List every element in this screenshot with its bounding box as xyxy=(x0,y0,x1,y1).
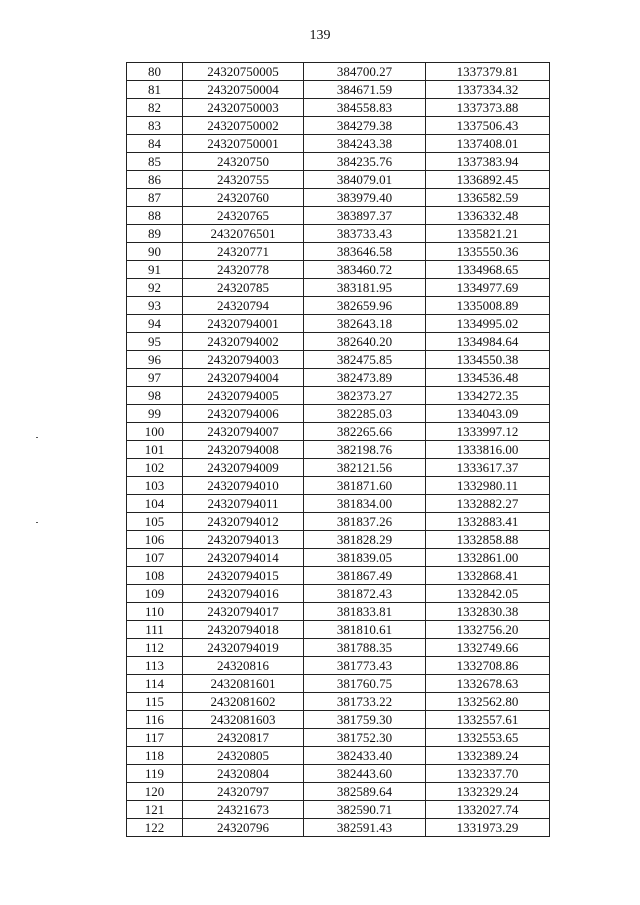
x-coordinate-cell: 381788.35 xyxy=(304,639,426,657)
y-coordinate-cell: 1332842.05 xyxy=(426,585,550,603)
point-id-cell: 24320796 xyxy=(183,819,304,837)
point-number-cell: 115 xyxy=(127,693,183,711)
y-coordinate-cell: 1333997.12 xyxy=(426,423,550,441)
point-id-cell: 24320794013 xyxy=(183,531,304,549)
x-coordinate-cell: 384279.38 xyxy=(304,117,426,135)
x-coordinate-cell: 383979.40 xyxy=(304,189,426,207)
y-coordinate-cell: 1334272.35 xyxy=(426,387,550,405)
x-coordinate-cell: 382433.40 xyxy=(304,747,426,765)
point-number-cell: 94 xyxy=(127,315,183,333)
table-row xyxy=(127,603,550,621)
point-number-cell: 83 xyxy=(127,117,183,135)
point-number-cell: 103 xyxy=(127,477,183,495)
point-number-cell: 109 xyxy=(127,585,183,603)
table-row xyxy=(127,657,550,675)
y-coordinate-cell: 1332883.41 xyxy=(426,513,550,531)
x-coordinate-cell: 381810.61 xyxy=(304,621,426,639)
point-number-cell: 121 xyxy=(127,801,183,819)
x-coordinate-cell: 384079.01 xyxy=(304,171,426,189)
x-coordinate-cell: 382473.89 xyxy=(304,369,426,387)
x-coordinate-cell: 382590.71 xyxy=(304,801,426,819)
point-number-cell: 96 xyxy=(127,351,183,369)
table-row xyxy=(127,549,550,567)
x-coordinate-cell: 384558.83 xyxy=(304,99,426,117)
point-id-cell: 24320750002 xyxy=(183,117,304,135)
point-number-cell: 114 xyxy=(127,675,183,693)
table-row xyxy=(127,783,550,801)
point-number-cell: 113 xyxy=(127,657,183,675)
table-row xyxy=(127,513,550,531)
x-coordinate-cell: 383646.58 xyxy=(304,243,426,261)
y-coordinate-cell: 1335550.36 xyxy=(426,243,550,261)
point-number-cell: 111 xyxy=(127,621,183,639)
point-number-cell: 82 xyxy=(127,99,183,117)
y-coordinate-cell: 1332389.24 xyxy=(426,747,550,765)
y-coordinate-cell: 1333617.37 xyxy=(426,459,550,477)
x-coordinate-cell: 382591.43 xyxy=(304,819,426,837)
table-row xyxy=(127,225,550,243)
y-coordinate-cell: 1332562.80 xyxy=(426,693,550,711)
y-coordinate-cell: 1337408.01 xyxy=(426,135,550,153)
x-coordinate-cell: 384700.27 xyxy=(304,63,426,81)
point-id-cell: 24320794003 xyxy=(183,351,304,369)
x-coordinate-cell: 382373.27 xyxy=(304,387,426,405)
y-coordinate-cell: 1332329.24 xyxy=(426,783,550,801)
point-number-cell: 87 xyxy=(127,189,183,207)
y-coordinate-cell: 1336332.48 xyxy=(426,207,550,225)
point-id-cell: 24320794004 xyxy=(183,369,304,387)
x-coordinate-cell: 384671.59 xyxy=(304,81,426,99)
y-coordinate-cell: 1337373.88 xyxy=(426,99,550,117)
y-coordinate-cell: 1332882.27 xyxy=(426,495,550,513)
y-coordinate-cell: 1332678.63 xyxy=(426,675,550,693)
point-number-cell: 91 xyxy=(127,261,183,279)
margin-mark xyxy=(36,522,38,523)
x-coordinate-cell: 381760.75 xyxy=(304,675,426,693)
table-row xyxy=(127,99,550,117)
point-id-cell: 24320771 xyxy=(183,243,304,261)
point-number-cell: 98 xyxy=(127,387,183,405)
table-row xyxy=(127,351,550,369)
point-number-cell: 85 xyxy=(127,153,183,171)
x-coordinate-cell: 382659.96 xyxy=(304,297,426,315)
y-coordinate-cell: 1332749.66 xyxy=(426,639,550,657)
point-number-cell: 122 xyxy=(127,819,183,837)
x-coordinate-cell: 381733.22 xyxy=(304,693,426,711)
y-coordinate-cell: 1332708.86 xyxy=(426,657,550,675)
x-coordinate-cell: 381839.05 xyxy=(304,549,426,567)
y-coordinate-cell: 1332756.20 xyxy=(426,621,550,639)
point-id-cell: 24320817 xyxy=(183,729,304,747)
point-number-cell: 120 xyxy=(127,783,183,801)
x-coordinate-cell: 382285.03 xyxy=(304,405,426,423)
y-coordinate-cell: 1332980.11 xyxy=(426,477,550,495)
point-number-cell: 80 xyxy=(127,63,183,81)
point-id-cell: 2432076501 xyxy=(183,225,304,243)
x-coordinate-cell: 383897.37 xyxy=(304,207,426,225)
table-row xyxy=(127,243,550,261)
table-row xyxy=(127,639,550,657)
table-row xyxy=(127,297,550,315)
table-row xyxy=(127,369,550,387)
point-id-cell: 24320794007 xyxy=(183,423,304,441)
point-number-cell: 92 xyxy=(127,279,183,297)
point-number-cell: 101 xyxy=(127,441,183,459)
x-coordinate-cell: 382121.56 xyxy=(304,459,426,477)
point-id-cell: 24320794019 xyxy=(183,639,304,657)
y-coordinate-cell: 1334968.65 xyxy=(426,261,550,279)
x-coordinate-cell: 381837.26 xyxy=(304,513,426,531)
y-coordinate-cell: 1332861.00 xyxy=(426,549,550,567)
point-number-cell: 97 xyxy=(127,369,183,387)
x-coordinate-cell: 382589.64 xyxy=(304,783,426,801)
point-id-cell: 24320765 xyxy=(183,207,304,225)
x-coordinate-cell: 382643.18 xyxy=(304,315,426,333)
page-number: 139 xyxy=(309,28,331,43)
x-coordinate-cell: 381752.30 xyxy=(304,729,426,747)
table-row xyxy=(127,585,550,603)
point-number-cell: 88 xyxy=(127,207,183,225)
point-number-cell: 100 xyxy=(127,423,183,441)
y-coordinate-cell: 1334995.02 xyxy=(426,315,550,333)
y-coordinate-cell: 1334536.48 xyxy=(426,369,550,387)
point-id-cell: 24320778 xyxy=(183,261,304,279)
table-row xyxy=(127,315,550,333)
point-id-cell: 24320794017 xyxy=(183,603,304,621)
point-number-cell: 107 xyxy=(127,549,183,567)
point-id-cell: 24320794010 xyxy=(183,477,304,495)
y-coordinate-cell: 1331973.29 xyxy=(426,819,550,837)
point-number-cell: 84 xyxy=(127,135,183,153)
table-row xyxy=(127,711,550,729)
table-row xyxy=(127,819,550,837)
table-row xyxy=(127,693,550,711)
table-row xyxy=(127,459,550,477)
table-row xyxy=(127,261,550,279)
y-coordinate-cell: 1332027.74 xyxy=(426,801,550,819)
y-coordinate-cell: 1333816.00 xyxy=(426,441,550,459)
point-number-cell: 95 xyxy=(127,333,183,351)
point-number-cell: 105 xyxy=(127,513,183,531)
table-row xyxy=(127,333,550,351)
point-id-cell: 2432081603 xyxy=(183,711,304,729)
y-coordinate-cell: 1335008.89 xyxy=(426,297,550,315)
x-coordinate-cell: 383733.43 xyxy=(304,225,426,243)
x-coordinate-cell: 381834.00 xyxy=(304,495,426,513)
y-coordinate-cell: 1334977.69 xyxy=(426,279,550,297)
point-id-cell: 24320750005 xyxy=(183,63,304,81)
x-coordinate-cell: 382640.20 xyxy=(304,333,426,351)
table-row xyxy=(127,189,550,207)
table-row xyxy=(127,531,550,549)
point-number-cell: 102 xyxy=(127,459,183,477)
table-row xyxy=(127,81,550,99)
point-number-cell: 89 xyxy=(127,225,183,243)
point-number-cell: 86 xyxy=(127,171,183,189)
table-row xyxy=(127,387,550,405)
point-number-cell: 104 xyxy=(127,495,183,513)
point-number-cell: 118 xyxy=(127,747,183,765)
table-row xyxy=(127,747,550,765)
y-coordinate-cell: 1332553.65 xyxy=(426,729,550,747)
x-coordinate-cell: 381867.49 xyxy=(304,567,426,585)
table-row xyxy=(127,207,550,225)
y-coordinate-cell: 1334984.64 xyxy=(426,333,550,351)
y-coordinate-cell: 1336892.45 xyxy=(426,171,550,189)
point-number-cell: 99 xyxy=(127,405,183,423)
table-row xyxy=(127,621,550,639)
table-row xyxy=(127,279,550,297)
point-id-cell: 24320816 xyxy=(183,657,304,675)
point-number-cell: 119 xyxy=(127,765,183,783)
x-coordinate-cell: 382265.66 xyxy=(304,423,426,441)
point-id-cell: 24320794008 xyxy=(183,441,304,459)
point-number-cell: 112 xyxy=(127,639,183,657)
y-coordinate-cell: 1332868.41 xyxy=(426,567,550,585)
point-id-cell: 24320794016 xyxy=(183,585,304,603)
table-row xyxy=(127,729,550,747)
x-coordinate-cell: 381828.29 xyxy=(304,531,426,549)
point-id-cell: 24320794001 xyxy=(183,315,304,333)
y-coordinate-cell: 1332858.88 xyxy=(426,531,550,549)
point-id-cell: 24320750004 xyxy=(183,81,304,99)
y-coordinate-cell: 1332557.61 xyxy=(426,711,550,729)
point-number-cell: 93 xyxy=(127,297,183,315)
y-coordinate-cell: 1337379.81 xyxy=(426,63,550,81)
point-id-cell: 24320750001 xyxy=(183,135,304,153)
point-number-cell: 110 xyxy=(127,603,183,621)
x-coordinate-cell: 384243.38 xyxy=(304,135,426,153)
y-coordinate-cell: 1336582.59 xyxy=(426,189,550,207)
table-row xyxy=(127,801,550,819)
x-coordinate-cell: 384235.76 xyxy=(304,153,426,171)
point-number-cell: 106 xyxy=(127,531,183,549)
point-id-cell: 24320805 xyxy=(183,747,304,765)
point-id-cell: 24320794005 xyxy=(183,387,304,405)
point-id-cell: 2432081602 xyxy=(183,693,304,711)
y-coordinate-cell: 1337506.43 xyxy=(426,117,550,135)
point-id-cell: 24320794018 xyxy=(183,621,304,639)
point-number-cell: 116 xyxy=(127,711,183,729)
y-coordinate-cell: 1332830.38 xyxy=(426,603,550,621)
point-id-cell: 24320794014 xyxy=(183,549,304,567)
table-row xyxy=(127,495,550,513)
y-coordinate-cell: 1337334.32 xyxy=(426,81,550,99)
point-id-cell: 24320797 xyxy=(183,783,304,801)
point-id-cell: 24320794002 xyxy=(183,333,304,351)
point-id-cell: 24320794 xyxy=(183,297,304,315)
point-id-cell: 24320760 xyxy=(183,189,304,207)
point-id-cell: 24320750 xyxy=(183,153,304,171)
point-number-cell: 108 xyxy=(127,567,183,585)
point-id-cell: 24320794006 xyxy=(183,405,304,423)
table-row xyxy=(127,477,550,495)
table-row xyxy=(127,423,550,441)
table-row xyxy=(127,153,550,171)
table-row xyxy=(127,675,550,693)
point-id-cell: 2432081601 xyxy=(183,675,304,693)
point-id-cell: 24320750003 xyxy=(183,99,304,117)
x-coordinate-cell: 382443.60 xyxy=(304,765,426,783)
point-id-cell: 24321673 xyxy=(183,801,304,819)
table-row xyxy=(127,765,550,783)
point-id-cell: 24320785 xyxy=(183,279,304,297)
x-coordinate-cell: 382198.76 xyxy=(304,441,426,459)
point-id-cell: 24320804 xyxy=(183,765,304,783)
table-row xyxy=(127,567,550,585)
table-row xyxy=(127,63,550,81)
y-coordinate-cell: 1337383.94 xyxy=(426,153,550,171)
x-coordinate-cell: 381833.81 xyxy=(304,603,426,621)
x-coordinate-cell: 381759.30 xyxy=(304,711,426,729)
point-id-cell: 24320755 xyxy=(183,171,304,189)
coordinates-table xyxy=(126,62,550,837)
y-coordinate-cell: 1335821.21 xyxy=(426,225,550,243)
x-coordinate-cell: 381872.43 xyxy=(304,585,426,603)
table-row xyxy=(127,171,550,189)
x-coordinate-cell: 381871.60 xyxy=(304,477,426,495)
y-coordinate-cell: 1334043.09 xyxy=(426,405,550,423)
point-id-cell: 24320794011 xyxy=(183,495,304,513)
table-row xyxy=(127,405,550,423)
point-id-cell: 24320794009 xyxy=(183,459,304,477)
y-coordinate-cell: 1332337.70 xyxy=(426,765,550,783)
point-number-cell: 90 xyxy=(127,243,183,261)
table-row xyxy=(127,135,550,153)
point-number-cell: 81 xyxy=(127,81,183,99)
table-row xyxy=(127,441,550,459)
point-id-cell: 24320794015 xyxy=(183,567,304,585)
point-id-cell: 24320794012 xyxy=(183,513,304,531)
x-coordinate-cell: 381773.43 xyxy=(304,657,426,675)
y-coordinate-cell: 1334550.38 xyxy=(426,351,550,369)
point-number-cell: 117 xyxy=(127,729,183,747)
margin-mark xyxy=(36,437,38,438)
x-coordinate-cell: 383460.72 xyxy=(304,261,426,279)
x-coordinate-cell: 383181.95 xyxy=(304,279,426,297)
table-row xyxy=(127,117,550,135)
x-coordinate-cell: 382475.85 xyxy=(304,351,426,369)
coordinates-table-body xyxy=(127,63,550,837)
